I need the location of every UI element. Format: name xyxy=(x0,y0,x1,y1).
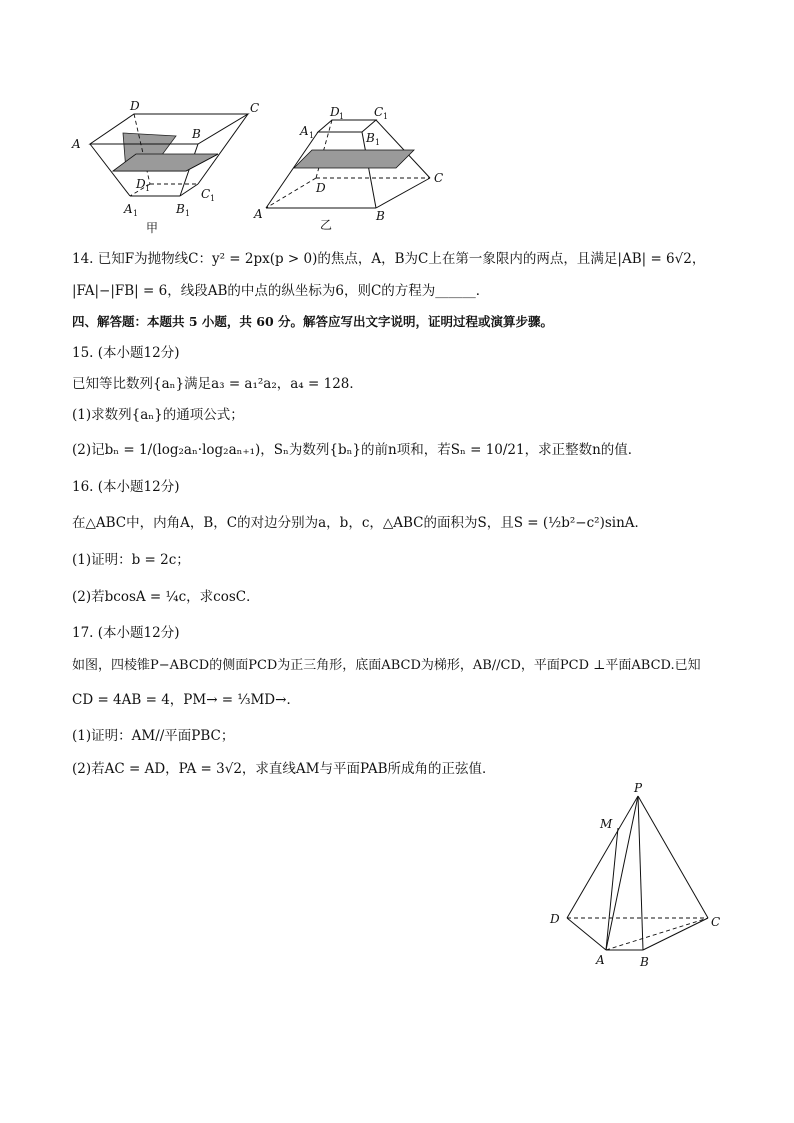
question-14-line-1: 14. 已知F为抛物线C：y² = 2px(p > 0)的焦点，A，B为C上在第一象限内的两点，且满足|AB| = 6√2， xyxy=(72,251,706,267)
label-B1: B xyxy=(176,202,185,216)
label-M: M xyxy=(600,817,613,831)
label-C: C xyxy=(711,915,721,929)
figure-caption-yi: 乙 xyxy=(320,218,333,232)
label-A1-sub: 1 xyxy=(309,131,315,140)
label-B: B xyxy=(640,955,649,969)
question-15-part-2: (2)记bₙ = 1/(log₂aₙ·log₂aₙ₊₁)，Sₙ为数列{bₙ}的前n项和，若Sₙ = 10/21，求正整数n的值． xyxy=(72,442,642,458)
label-D: D xyxy=(550,912,560,926)
label-C1-sub: 1 xyxy=(383,112,389,121)
question-17-title: 17. (本小题12分) xyxy=(72,625,180,641)
label-D1: D xyxy=(136,177,146,191)
label-D1-sub: 1 xyxy=(145,184,151,193)
label-A: A xyxy=(596,953,605,967)
question-16-part-2: (2)若bcosA = ¼c，求cosC． xyxy=(72,589,260,605)
label-D: D xyxy=(130,99,140,113)
label-B1: B xyxy=(366,131,375,145)
question-16-line-1: 在△ABC中，内角A，B，C的对边分别为a，b，c，△ABC的面积为S，且S = (½b²−c²)sinA． xyxy=(72,515,649,531)
label-A1: A xyxy=(124,202,133,216)
label-D1-sub: 1 xyxy=(339,112,345,121)
figure-pyramid xyxy=(540,778,730,973)
question-16-part-1: (1)证明：b = 2c； xyxy=(72,552,190,568)
label-C1: C xyxy=(201,187,211,201)
label-P: P xyxy=(634,781,643,795)
question-14-line-2: |FA|−|FB| = 6，线段AB的中点的纵坐标为6，则C的方程为______． xyxy=(72,283,490,299)
question-17-part-2: (2)若AC = AD，PA = 3√2，求直线AM与平面PAB所成角的正弦值． xyxy=(72,761,496,777)
question-17-line-2: CD = 4AB = 4，PM→ = ⅓MD→． xyxy=(72,692,300,708)
question-15-title: 15. (本小题12分) xyxy=(72,345,180,361)
label-D: D xyxy=(316,181,326,195)
question-17-part-1: (1)证明：AM//平面PBC； xyxy=(72,728,235,744)
section-heading: 四、解答题：本题共 5 小题，共 60 分。解答应写出文字说明，证明过程或演算步骤。 xyxy=(72,314,554,329)
label-C1: C xyxy=(374,105,384,119)
label-A: A xyxy=(254,207,263,221)
cross-section-plane xyxy=(294,150,414,168)
label-A1: A xyxy=(300,124,309,138)
label-A: A xyxy=(72,137,81,151)
label-B1-sub: 1 xyxy=(185,209,191,218)
label-B: B xyxy=(192,127,201,141)
figure-jia xyxy=(68,96,278,236)
label-D1: D xyxy=(330,105,340,119)
label-C1-sub: 1 xyxy=(210,194,216,203)
label-B: B xyxy=(376,209,385,223)
figure-yi xyxy=(250,98,450,233)
label-B1-sub: 1 xyxy=(375,138,381,147)
question-15-part-1: (1)求数列{aₙ}的通项公式； xyxy=(72,407,244,423)
question-16-title: 16. (本小题12分) xyxy=(72,479,180,495)
label-C: C xyxy=(250,101,260,115)
label-C: C xyxy=(434,171,444,185)
label-A1-sub: 1 xyxy=(133,209,139,218)
question-17-line-1: 如图，四棱锥P−ABCD的侧面PCD为正三角形，底面ABCD为梯形，AB//CD，平面PCD ⊥平面ABCD.已知 xyxy=(72,658,701,673)
figure-caption-jia: 甲 xyxy=(146,221,159,235)
question-15-line-1: 已知等比数列{aₙ}满足a₃ = a₁²a₂，a₄ = 128． xyxy=(72,376,363,392)
